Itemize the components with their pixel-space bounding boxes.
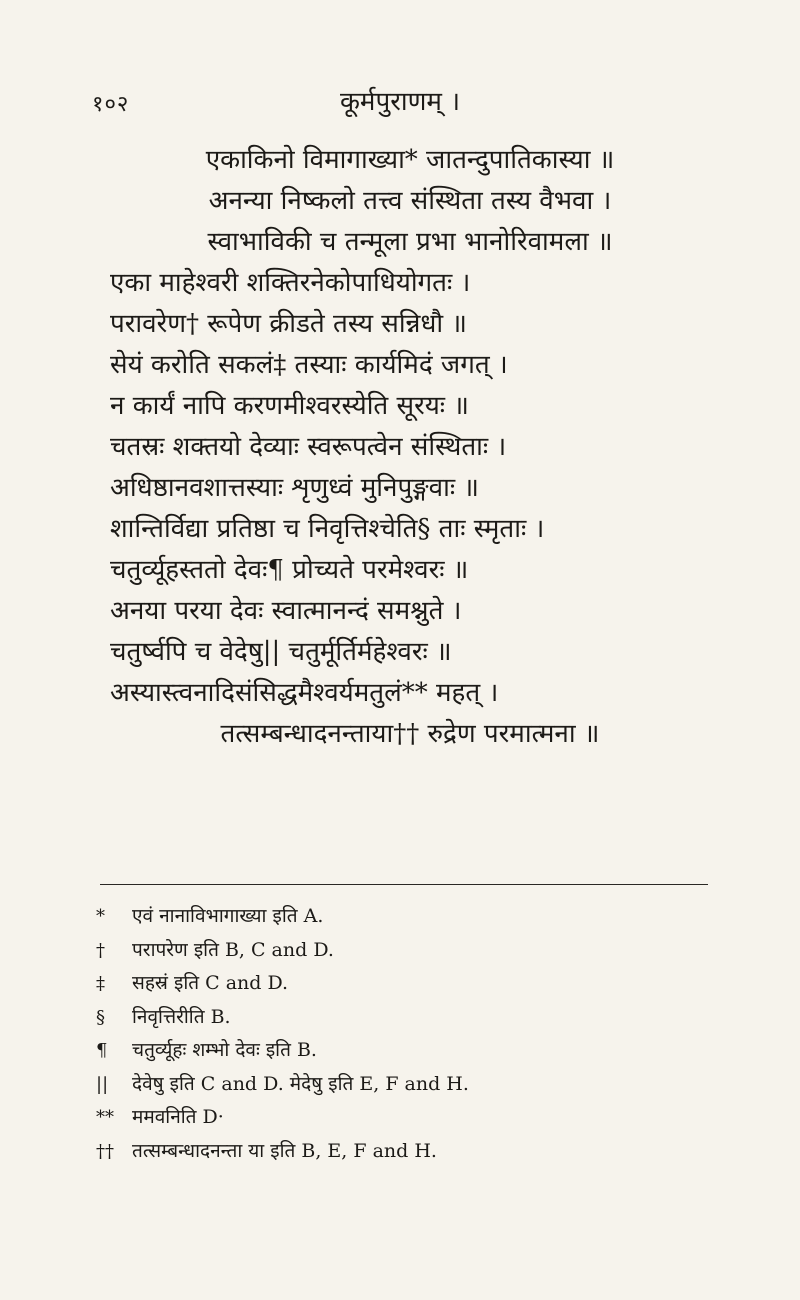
page-number: १०२ xyxy=(92,92,130,117)
verse-line: सेयं करोति सकलं‡ तस्याः कार्यमिदं जगत् । xyxy=(110,350,508,380)
verse-line: चतुर्व्यूहस्ततो देवः¶ प्रोच्यते परमेश्वरः ॥ xyxy=(110,555,469,585)
footnote-text: ममवनिति D· xyxy=(132,1106,224,1128)
verse-line: परावरेण† रूपेण क्रीडते तस्य सन्निधौ ॥ xyxy=(110,309,467,339)
footnote-text: तत्सम्बन्धादनन्ता या इति B, E, F and H. xyxy=(132,1139,437,1162)
footnote-mark: || xyxy=(96,1073,109,1095)
footnote xyxy=(96,1101,736,1135)
footnote-divider xyxy=(100,884,708,885)
verse-line: चतुर्ष्वपि च वेदेषु|| चतुर्मूर्तिर्महेश्वरः ॥ xyxy=(110,637,452,667)
verse-line: अधिष्ठानवशात्तस्याः शृणुध्वं मुनिपुङ्गवाः ॥ xyxy=(110,473,479,503)
footnote xyxy=(96,1034,736,1068)
verse-line: अनया परया देवः स्वात्मानन्दं समश्नुते । xyxy=(110,596,462,626)
footnote xyxy=(96,900,736,934)
footnotes xyxy=(96,900,736,1168)
running-title: कूर्मपुराणम् । xyxy=(339,87,461,117)
footnote xyxy=(96,967,736,1001)
footnote-mark: ¶ xyxy=(96,1040,108,1061)
verse-line: शान्तिर्विद्या प्रतिष्ठा च निवृत्तिश्चेति§ ताः स्मृताः । xyxy=(110,514,545,544)
verse-block xyxy=(110,140,710,755)
verse-line: अस्यास्त्वनादिसंसिद्धमैश्वर्यमतुलं** महत् । xyxy=(110,678,499,708)
footnote-text: देवेषु इति C and D. मेदेषु इति E, F and H. xyxy=(132,1072,469,1095)
footnote-mark: †† xyxy=(96,1140,114,1162)
verse-line: न कार्यं नापि करणमीश्वरस्येति सूरयः ॥ xyxy=(110,391,469,421)
verse-line: अनन्या निष्कलो तत्त्व संस्थिता तस्य वैभवा । xyxy=(208,186,612,216)
footnote-mark: * xyxy=(96,906,105,927)
footnote-mark: ‡ xyxy=(96,973,105,994)
footnote-text: एवं नानाविभागाख्या इति A. xyxy=(132,905,324,927)
footnote-mark: ** xyxy=(96,1107,114,1128)
verse-line: तत्सम्बन्धादनन्ताया†† रुद्रेण परमात्मना ॥ xyxy=(220,719,600,749)
verse-line: एका माहेश्वरी शक्तिरनेकोपाधियोगतः । xyxy=(110,268,471,298)
footnote-mark: § xyxy=(96,1006,105,1028)
footnote-text: सहस्रं इति C and D. xyxy=(132,972,289,994)
footnote-text: निवृत्तिरीति B. xyxy=(132,1005,231,1028)
footnote-mark: † xyxy=(96,939,105,961)
footnote-text: परापरेण इति B, C and D. xyxy=(132,938,334,961)
footnote xyxy=(96,1001,736,1035)
verse-line: एकाकिनो विमागाख्या* जातन्दुपातिकास्या ॥ xyxy=(205,145,615,175)
verse-line: चतस्रः शक्तयो देव्याः स्वरूपत्वेन संस्थिताः । xyxy=(110,432,507,462)
footnote-text: चतुर्व्यूहः शम्भो देवः इति B. xyxy=(132,1039,317,1061)
footnote xyxy=(96,1135,736,1169)
footnote xyxy=(96,934,736,968)
verse-line: स्वाभाविकी च तन्मूला प्रभा भानोरिवामला ॥ xyxy=(207,227,613,257)
footnote xyxy=(96,1068,736,1102)
